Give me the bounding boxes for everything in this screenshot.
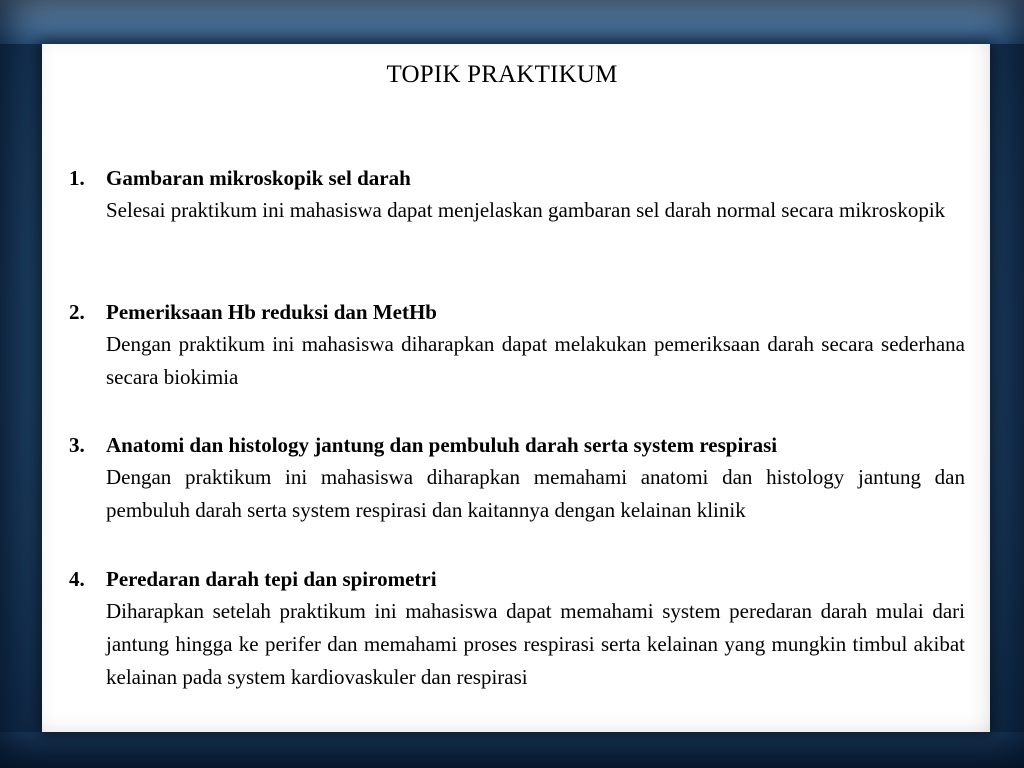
topic-number: 2. bbox=[69, 300, 85, 324]
topic-item-3 bbox=[69, 429, 965, 527]
topic-heading-text: Peredaran darah tepi dan spirometri bbox=[106, 567, 437, 591]
background-bottom-band bbox=[0, 732, 1024, 768]
topic-item-1 bbox=[69, 162, 965, 227]
topic-number: 1. bbox=[69, 166, 85, 190]
background-top-glow bbox=[0, 0, 1024, 44]
slide-title: TOPIK PRAKTIKUM bbox=[386, 61, 618, 88]
topic-description: Dengan praktikum ini mahasiswa diharapkan memahami anatomi dan histology jantung dan pembuluh darah serta system respirasi dan kaitannya dengan kelainan klinik bbox=[106, 465, 965, 522]
topic-heading bbox=[69, 429, 965, 461]
topic-heading bbox=[69, 563, 965, 595]
topic-item-4 bbox=[69, 563, 965, 694]
topic-number: 3. bbox=[69, 433, 85, 457]
topic-number: 4. bbox=[69, 567, 85, 591]
topic-item-2 bbox=[69, 296, 965, 394]
topic-heading bbox=[69, 162, 965, 194]
topic-heading-text: Gambaran mikroskopik sel darah bbox=[106, 166, 411, 190]
topic-description: Dengan praktikum ini mahasiswa diharapkan dapat melakukan pemeriksaan darah secara sederhana secara biokimia bbox=[106, 332, 965, 389]
slide-panel bbox=[42, 44, 990, 732]
topic-heading-text: Pemeriksaan Hb reduksi dan MetHb bbox=[106, 300, 437, 324]
topic-description: Diharapkan setelah praktikum ini mahasiswa dapat memahami system peredaran darah mulai dari jantung hingga ke perifer dan memahami proses respirasi serta kelainan yang mungkin timbul akibat kelainan pada system kardiovaskuler dan respirasi bbox=[106, 599, 965, 689]
topic-description: Selesai praktikum ini mahasiswa dapat menjelaskan gambaran sel darah normal secara mikroskopik bbox=[106, 198, 946, 222]
topic-heading-text: Anatomi dan histology jantung dan pembuluh darah serta system respirasi bbox=[106, 433, 778, 457]
topic-heading bbox=[69, 296, 965, 328]
